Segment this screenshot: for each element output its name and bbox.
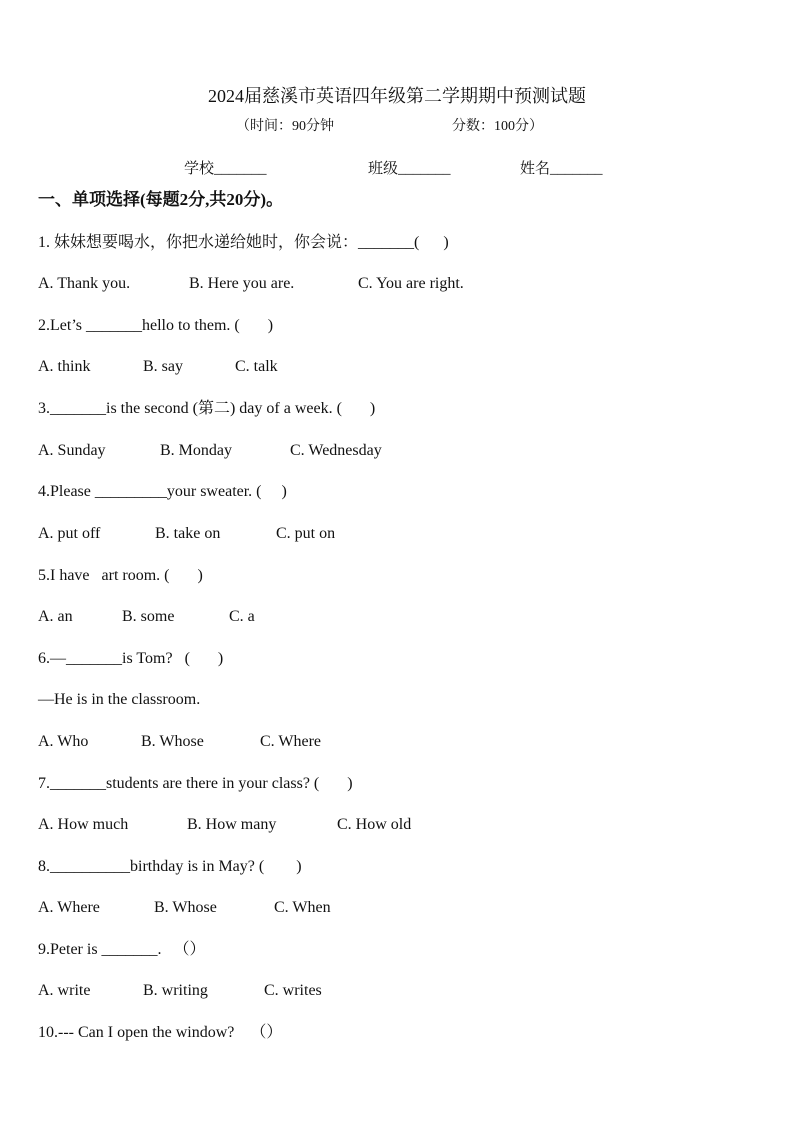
option-a: A. think — [38, 358, 91, 375]
option-a: A. Thank you. — [38, 275, 131, 292]
option-b: B. take on — [155, 525, 221, 542]
school-field: 学校_______ — [184, 161, 267, 177]
option-b: B. Whose — [154, 899, 217, 916]
option-c: C. How old — [337, 816, 412, 833]
question-stem: 1. 妹妹想要喝水，你把水递给她时，你会说：_______( ) — [38, 234, 449, 251]
question-stem: 9.Peter is _______. （） — [38, 941, 206, 958]
option-b: B. How many — [187, 816, 277, 833]
option-a: A. Where — [38, 899, 100, 916]
option-c: C. Wednesday — [290, 442, 382, 459]
dialogue-answer: —He is in the classroom. — [38, 691, 201, 708]
name-field: 姓名_______ — [520, 161, 603, 177]
time-limit: （时间：90分钟 — [236, 119, 334, 134]
question-stem: 7._______students are there in your class? ( ) — [38, 775, 353, 792]
option-a: A. put off — [38, 525, 101, 542]
question-stem: 6.—_______is Tom? ( ) — [38, 650, 224, 667]
class-field: 班级_______ — [368, 161, 451, 177]
option-a: A. Sunday — [38, 442, 106, 459]
option-b: B. Whose — [141, 733, 204, 750]
option-c: C. talk — [235, 358, 278, 375]
option-a: A. Who — [38, 733, 89, 750]
total-score: 分数：100分） — [452, 119, 543, 134]
question-stem: 3._______is the second (第二) day of a week. ( ) — [38, 400, 376, 417]
question-stem: 5.I have art room. ( ) — [38, 567, 203, 584]
option-b: B. some — [122, 608, 175, 625]
question-stem: 10.--- Can I open the window? （） — [38, 1024, 283, 1041]
option-c: C. You are right. — [358, 275, 464, 292]
option-c: C. When — [274, 899, 331, 916]
option-b: B. Here you are. — [189, 275, 295, 292]
option-c: C. writes — [264, 982, 322, 999]
option-c: C. Where — [260, 733, 322, 750]
option-a: A. write — [38, 982, 91, 999]
question-stem: 8.__________birthday is in May? ( ) — [38, 858, 302, 875]
section-heading: 一、单项选择(每题2分,共20分)。 — [38, 190, 284, 209]
page-title: 2024届慈溪市英语四年级第二学期期中预测试题 — [208, 86, 586, 106]
option-b: B. Monday — [160, 442, 232, 459]
option-b: B. writing — [143, 982, 208, 999]
question-stem: 2.Let’s _______hello to them. ( ) — [38, 317, 274, 334]
option-c: C. put on — [276, 525, 336, 542]
option-a: A. How much — [38, 816, 129, 833]
option-c: C. a — [229, 608, 255, 625]
option-a: A. an — [38, 608, 73, 625]
option-b: B. say — [143, 358, 183, 375]
question-stem: 4.Please _________your sweater. ( ) — [38, 483, 287, 500]
